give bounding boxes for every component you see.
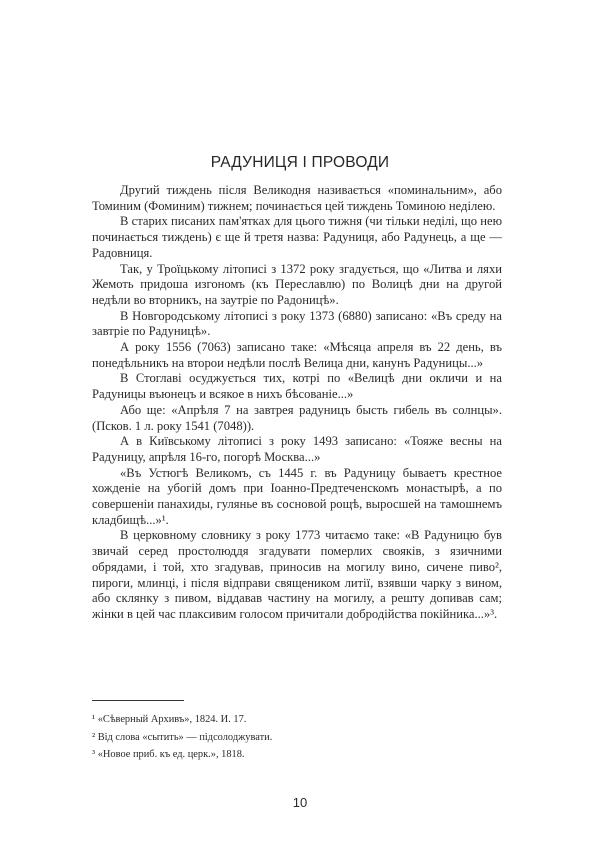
footnotes	[92, 712, 502, 765]
chapter-title: РАДУНИЦЯ І ПРОВОДИ	[210, 154, 390, 171]
paragraph: В старих писаних пам'ятках для цього тижня (чи тільки неділі, що нею починається тиждень) є ще й третя назва: Радуниця, або Радунець, а ще — Радовниця.	[92, 214, 502, 260]
footnote-3: ³ «Новое приб. къ ед. церк.», 1818.	[92, 749, 245, 761]
page-number: 10	[292, 795, 308, 810]
paragraph: А року 1556 (7063) записано таке: «Мѣсяца апреля въ 22 день, въ понедѣльникъ на второи недѣли послѣ Велица дни, канунъ Радуницы...»	[92, 340, 502, 370]
paragraph: В Новгородському літописі з року 1373 (6880) записано: «Въ среду на завтріе по Радуницѣ».	[92, 308, 502, 339]
paragraph: В церковному словнику з року 1773 читаємо таке: «В Радуницю був звичай серед простолюддя згадувати померлих свояків, з язичними обрядами, і той, хто згадував, приносив на могилу вино, сичене пиво², пироги, млинці, і після відправи священиком литії, взявши чарку з вином, або склянку з пивом, віддавав частину на могилу, а решту допивав сам; жінки в цей час плаксивим голосом причитали добродійства покійника...»³.	[92, 528, 502, 621]
paragraph: А в Київському літописі з року 1493 записано: «Тояже весны на Радуницу, апрѣля 16-го, погорѣ Москва...»	[92, 434, 502, 464]
paragraph: Або ще: «Апрѣля 7 на завтрея радуницъ бысть гибель въ солнцы». (Псков. 1 л. року 1541 (7048)).	[92, 402, 502, 433]
footnote-2: ² Від слова «сытить» — підсолоджувати.	[92, 731, 273, 743]
paragraph: Так, у Троїцькому літописі з 1372 року згадується, що «Литва и ляхи Жемоть придоша изгономъ (къ Переславлю) по Волицѣ дни на другой недѣли во вторникъ, на заутріе по Радоницѣ».	[92, 261, 502, 307]
paragraph: «Въ Устюгѣ Великомъ, съ 1445 г. въ Радуницу бываетъ крестное хожденіе на убогій домъ при Іоанно-Предтеченскомъ монастырѣ, а по совершеніи панахиды, гулянье въ сосновой рощѣ, выросшей на тамошнемъ кладбищѣ...»¹.	[92, 465, 502, 527]
footnote-divider	[92, 700, 184, 701]
paragraph: В Стоглаві осуджується тих, котрі по «Велицѣ дни окличи и на Радуницы въюнецъ и всякое в нихъ бѣсованіе...»	[92, 371, 502, 402]
footnote-1: ¹ «Сѣверный Архивъ», 1824. И. 17.	[92, 714, 247, 725]
body-text	[92, 183, 502, 623]
paragraph: Другий тиждень після Великодня називається «поминальним», або Томиним (Фоминим) тижнем; починається цей тиждень Томиною неділею.	[92, 183, 502, 213]
